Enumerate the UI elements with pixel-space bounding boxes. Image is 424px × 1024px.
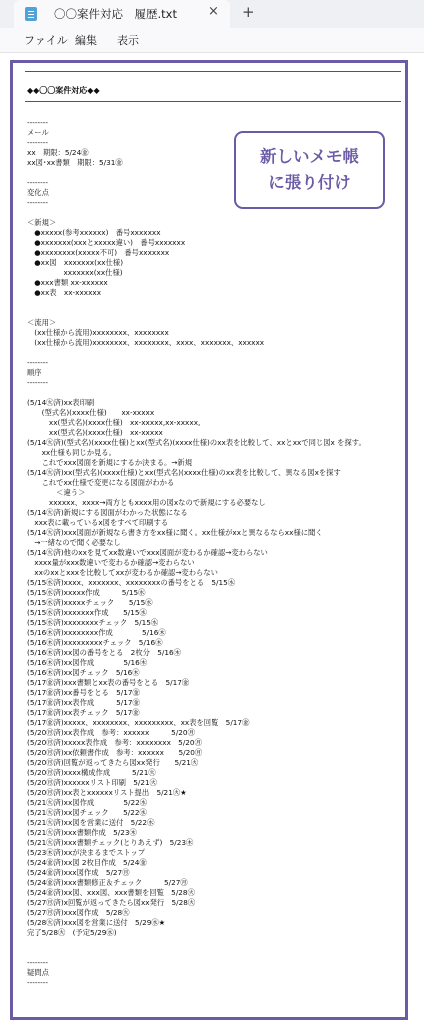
- text-line: (5/20㊊済)回覧が返ってきたら図xx発行 5/21㊋: [27, 758, 199, 767]
- text-line: [27, 348, 407, 358]
- text-line: (5/20㊊済)xx表作成 参考：xxxxxx 5/20㊊: [27, 728, 195, 737]
- text-line: (5/27㊊済)x回覧が返ってきたら図xx発行 5/28㊋: [27, 898, 196, 907]
- text-line: (5/20㊊済)xxxx構成作成 5/21㊋: [27, 768, 156, 777]
- text-line: --------: [27, 198, 49, 207]
- text-line: xxxxxx、xxxx→両方ともxxxx用の図xなので新規にする必要なし: [27, 498, 266, 507]
- text-line: ＜流用＞: [27, 318, 57, 327]
- text-line: (5/28㊋済)xxx図を営業に送付 5/29㊌★: [27, 918, 166, 927]
- text-line: (5/21㊋済)xx図作成 5/22㊌: [27, 798, 148, 807]
- text-line: (5/20㊊済)xx表とxxxxxxリスト提出 5/21㊋★: [27, 788, 187, 797]
- text-line: --------: [27, 138, 49, 147]
- callout-line-1: 新しいメモ帳: [260, 147, 359, 166]
- text-line: ●xx表 xx-xxxxxx: [27, 288, 102, 297]
- text-line: (xx仕様から流用)xxxxxxxx、xxxxxxxx: [27, 328, 169, 337]
- menu-bar: [0, 28, 424, 53]
- text-line: [27, 938, 407, 948]
- text-line: [27, 948, 407, 958]
- divider-top: [25, 71, 401, 72]
- text-line: (5/17㊎済)xx番号をとる 5/17㊎: [27, 688, 140, 697]
- text-line: [27, 208, 407, 218]
- text-line: ●xxx書類 xx-xxxxxx: [27, 278, 108, 287]
- text-line: (5/21㊋済)xx図チェック 5/22㊌: [27, 808, 147, 817]
- text-line: (5/14㊋済)新規にする図面がわかった状態になる: [27, 508, 188, 517]
- text-line: (5/20㊊済)xxxxx表作成 参考：xxxxxxxx 5/20㊊: [27, 738, 202, 747]
- divider-title: [25, 101, 401, 102]
- text-line: xx図･xx書類 期限：5/31㊎: [27, 158, 123, 167]
- text-line: 変化点: [27, 188, 49, 197]
- text-line: メール: [27, 128, 49, 137]
- menu-view[interactable]: 表示: [117, 34, 139, 47]
- text-line: (5/14㊋済)xxx図面が新規なら書き方をxx様に聞く。xx仕様がxxと異なるならxx様に聞く: [27, 528, 323, 537]
- text-line: →一緒なので聞く必要なし: [27, 538, 121, 547]
- text-line: (5/20㊊済)xxxxxxリスト印刷 5/21㊋: [27, 778, 157, 787]
- text-line: xx 期限：5/24㊎: [27, 148, 89, 157]
- tab-title: 〇〇案件対応 履歴.txt: [54, 7, 177, 21]
- text-line: (5/21㊋済)xxx書類チェック(とりあえず) 5/23㊍: [27, 838, 194, 847]
- text-line: --------: [27, 118, 49, 127]
- document-title: ◆◆〇〇案件対応◆◆: [27, 86, 100, 95]
- text-line: (5/17㊎済)xx表チェック 5/17㊎: [27, 708, 140, 717]
- add-tab-icon[interactable]: +: [242, 3, 255, 21]
- text-line: (5/16㊍済)xx図の番号をとる 2枚分 5/16㊍: [27, 648, 181, 657]
- text-line: xxのxxとxxxを比較してxxが変わるか確認→変わらない: [27, 568, 218, 577]
- text-line: --------: [27, 978, 49, 987]
- text-line: xx(型式名)(xxxx仕様) xx-xxxxx,xx-xxxxx,: [27, 418, 201, 427]
- menu-edit[interactable]: 編集: [75, 34, 97, 47]
- text-line: ●xxxxxxx(xxxとxxxxx違い) 番号xxxxxxx: [27, 238, 186, 247]
- text-line: (5/16㊍済)xx図作成 5/16㊍: [27, 658, 148, 667]
- text-line: [27, 388, 407, 398]
- text-line: (5/23㊍済)xxが決まるまでストップ: [27, 848, 146, 857]
- text-line: (5/14㊋済)xx表印刷: [27, 398, 95, 407]
- text-line: (5/27㊊済)xxx図作成 5/28㊋: [27, 908, 130, 917]
- text-line: ●xx図 xxxxxxx(xx仕様): [27, 258, 124, 267]
- text-line: (5/14㊋済)xx(型式名)(xxxx仕様)とxx(型式名)(xxxx仕様)のxx表を比較して、異なる図xを探す: [27, 468, 341, 477]
- text-line: (5/17㊎済)xx表作成 5/17㊎: [27, 698, 140, 707]
- text-line: xx(型式名)(xxxx仕様) xx-xxxxx: [27, 428, 163, 437]
- text-line: (5/15㊌済)xxxxx作成 5/15㊌: [27, 588, 146, 597]
- text-line: --------: [27, 358, 49, 367]
- text-line: [27, 308, 407, 318]
- text-line: --------: [27, 958, 49, 967]
- text-line: ●xxxxx(参考xxxxxx) 番号xxxxxxx: [27, 228, 161, 237]
- text-line: ＜新規＞: [27, 218, 57, 227]
- text-line: (5/21㊋済)xx図を営業に送付 5/22㊌: [27, 818, 155, 827]
- text-line: ＜違う＞: [27, 488, 86, 497]
- callout-line-2: に張り付け: [268, 173, 351, 192]
- menu-file[interactable]: ファイル: [24, 34, 68, 47]
- text-line: xxxxxxx(xx仕様): [27, 268, 123, 277]
- text-line: xxxx量がxxx数違いで変わるか確認→変わらない: [27, 558, 195, 567]
- text-line: (5/16㊍済)xxxxxxxx作成 5/16㊍: [27, 628, 166, 637]
- text-line: (5/21㊋済)xxx書類作成 5/23㊍: [27, 828, 137, 837]
- text-line: 順序: [27, 368, 42, 377]
- text-line: (5/15㊌済)xxxxxxx作成 5/15㊌: [27, 608, 147, 617]
- text-line: (5/24㊎済)xxx図作成 5/27㊊: [27, 868, 130, 877]
- text-line: (型式名)(xxxx仕様) xx-xxxxx: [27, 408, 155, 417]
- document-body: [27, 118, 407, 988]
- text-line: xx仕様も同じか見る。: [27, 448, 116, 457]
- text-line: (5/15㊌済)xxxxxxxxチェック 5/15㊌: [27, 618, 159, 627]
- paste-callout: [234, 131, 385, 209]
- text-line: (5/24㊎済)xx図、xxx図、xxx書類を回覧 5/28㊋: [27, 888, 195, 897]
- text-line: ●xxxxxxxx(xxxxx不可) 番号xxxxxxx: [27, 248, 170, 257]
- text-line: xxx表に載っているx図をすべて印刷する: [27, 518, 169, 527]
- text-line: [27, 298, 407, 308]
- text-line: (xx仕様から流用)xxxxxxxx、xxxxxxxx、xxxx、xxxxxxx、xxxxxx: [27, 338, 265, 347]
- text-line: (5/17㊎済)xxxxx、xxxxxxxx、xxxxxxxxx、xx表を回覧 5/17㊎: [27, 718, 250, 727]
- text-line: (5/24㊎済)xxx書類修正＆チェック 5/27㊊: [27, 878, 188, 887]
- file-tab[interactable]: [14, 0, 230, 28]
- notepad-icon: [25, 7, 37, 21]
- text-line: (5/20㊊済)xx依頼書作成 参考：xxxxxx 5/20㊊: [27, 748, 203, 757]
- text-editor[interactable]: [10, 60, 408, 1020]
- text-line: (5/14㊋済)他のxxを見てxx数違いでxxx図面が変わるか確認→変わらない: [27, 548, 268, 557]
- text-line: (5/15㊌済)xxxx、xxxxxxx、xxxxxxxxの番号をとる 5/15㊌: [27, 578, 236, 587]
- text-line: (5/16㊍済)xxxxxxxxxチェック 5/16㊍: [27, 638, 163, 647]
- text-line: --------: [27, 378, 49, 387]
- text-line: --------: [27, 178, 49, 187]
- text-line: (5/16㊍済)xx図チェック 5/16㊍: [27, 668, 140, 677]
- text-line: (5/24㊎済)xx図 2枚目作成 5/24㊎: [27, 858, 147, 867]
- close-icon[interactable]: ×: [208, 4, 219, 19]
- text-line: (5/17㊎済)xxx書類とxx表の番号をとる 5/17㊎: [27, 678, 190, 687]
- text-line: (5/15㊌済)xxxxxチェック 5/15㊌: [27, 598, 153, 607]
- text-line: (5/14㊋済)(型式名)(xxxx仕様)とxx(型式名)(xxxx仕様)のxx表を比較して、xxとxxで同じ図x を探す。: [27, 438, 366, 447]
- text-line: これでxx仕様で変更になる図面がわかる: [27, 478, 175, 487]
- title-bar: [0, 0, 424, 28]
- text-line: 疑問点: [27, 968, 49, 977]
- text-line: 完了5/28㊋ (予定5/29㊌): [27, 928, 117, 937]
- text-line: これでxxx図面を新規にするか決まる。→新規: [27, 458, 193, 467]
